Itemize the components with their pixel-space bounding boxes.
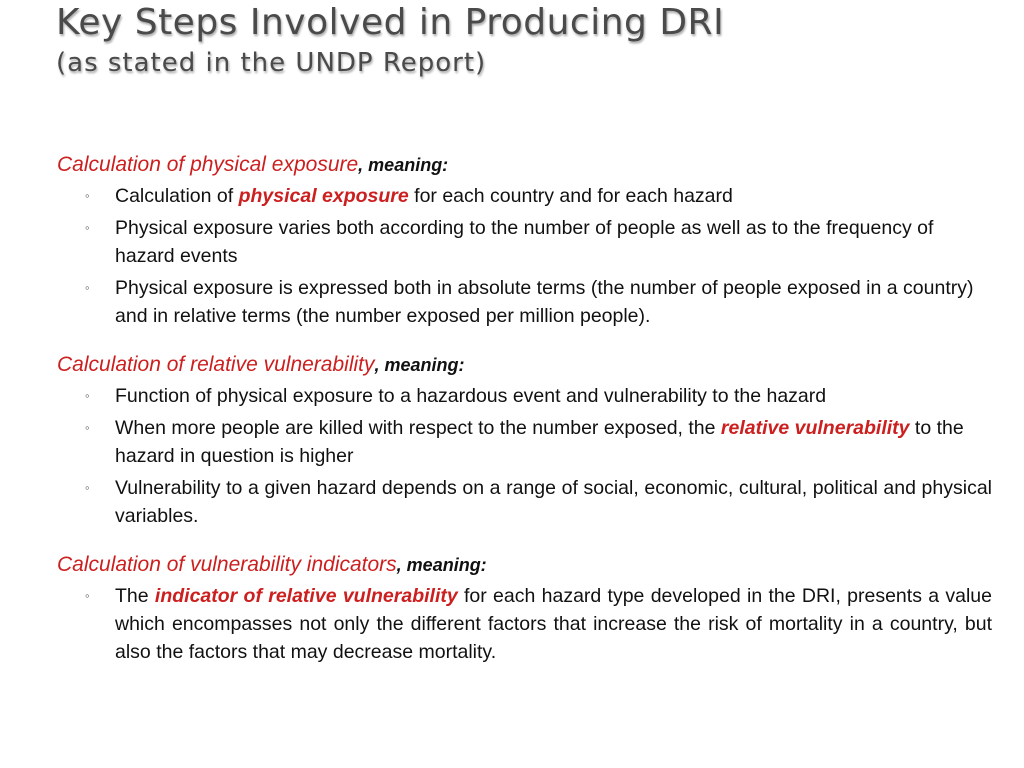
- section-heading-meaning: , meaning:: [374, 355, 465, 375]
- section-relative-vulnerability: [57, 350, 992, 530]
- slide-title: Key Steps Involved in Producing DRI: [56, 2, 725, 43]
- list-item: [85, 182, 992, 210]
- list-item-text: The: [115, 585, 155, 607]
- bullet-circle-icon: ◦: [85, 588, 90, 603]
- list-item: [85, 214, 992, 270]
- list-item-emphasis: indicator of relative vulnerability: [154, 585, 458, 607]
- list-item: [85, 474, 992, 530]
- list-item-text: Calculation of: [115, 185, 239, 207]
- section-vulnerability-indicators: [57, 550, 992, 666]
- bullet-list: [57, 382, 992, 530]
- list-item: [85, 414, 992, 470]
- list-item-emphasis: relative vulnerability: [720, 417, 910, 439]
- list-item-text: for each country and for each hazard: [408, 185, 733, 207]
- list-item-text: for each hazard type developed in the DRI, presents a value which encompasses not only the different factors that increase the risk of mortality in a country, but also the factors that may decrease mortality.: [115, 585, 992, 663]
- section-heading-meaning: , meaning:: [358, 155, 449, 175]
- list-item: [85, 382, 992, 410]
- list-item-text: Vulnerability to a given hazard depends on a range of social, economic, cultural, political and physical variables.: [115, 477, 992, 527]
- slide-title-block: [56, 0, 996, 80]
- section-heading: [57, 550, 992, 580]
- bullet-circle-icon: ◦: [85, 480, 90, 495]
- list-item-text: Physical exposure is expressed both in absolute terms (the number of people exposed in a country) and in relative terms (the number exposed per million people).: [115, 277, 974, 327]
- list-item-emphasis: physical exposure: [238, 185, 409, 207]
- bullet-circle-icon: ◦: [85, 280, 90, 295]
- slide-subtitle: (as stated in the UNDP Report): [56, 48, 487, 78]
- section-heading-title: Calculation of relative vulnerability: [57, 353, 375, 376]
- list-item-text: to the hazard in question is higher: [115, 417, 964, 467]
- bullet-list: [57, 582, 992, 666]
- list-item-text: Function of physical exposure to a hazardous event and vulnerability to the hazard: [115, 385, 827, 407]
- bullet-list: [57, 182, 992, 330]
- bullet-circle-icon: ◦: [85, 388, 90, 403]
- list-item-text: Physical exposure varies both according to the number of people as well as to the frequency of hazard events: [115, 217, 934, 267]
- bullet-circle-icon: ◦: [85, 188, 90, 203]
- section-heading: [57, 350, 992, 380]
- list-item: [85, 274, 992, 330]
- section-physical-exposure: [57, 150, 992, 330]
- list-item: [85, 582, 992, 666]
- slide-content: [57, 150, 992, 686]
- bullet-circle-icon: ◦: [85, 420, 90, 435]
- section-heading-title: Calculation of vulnerability indicators: [57, 553, 397, 576]
- section-heading-title: Calculation of physical exposure: [57, 153, 359, 176]
- section-heading-meaning: , meaning:: [396, 555, 487, 575]
- list-item-text: When more people are killed with respect to the number exposed, the: [115, 417, 721, 439]
- section-heading: [57, 150, 992, 180]
- bullet-circle-icon: ◦: [85, 220, 90, 235]
